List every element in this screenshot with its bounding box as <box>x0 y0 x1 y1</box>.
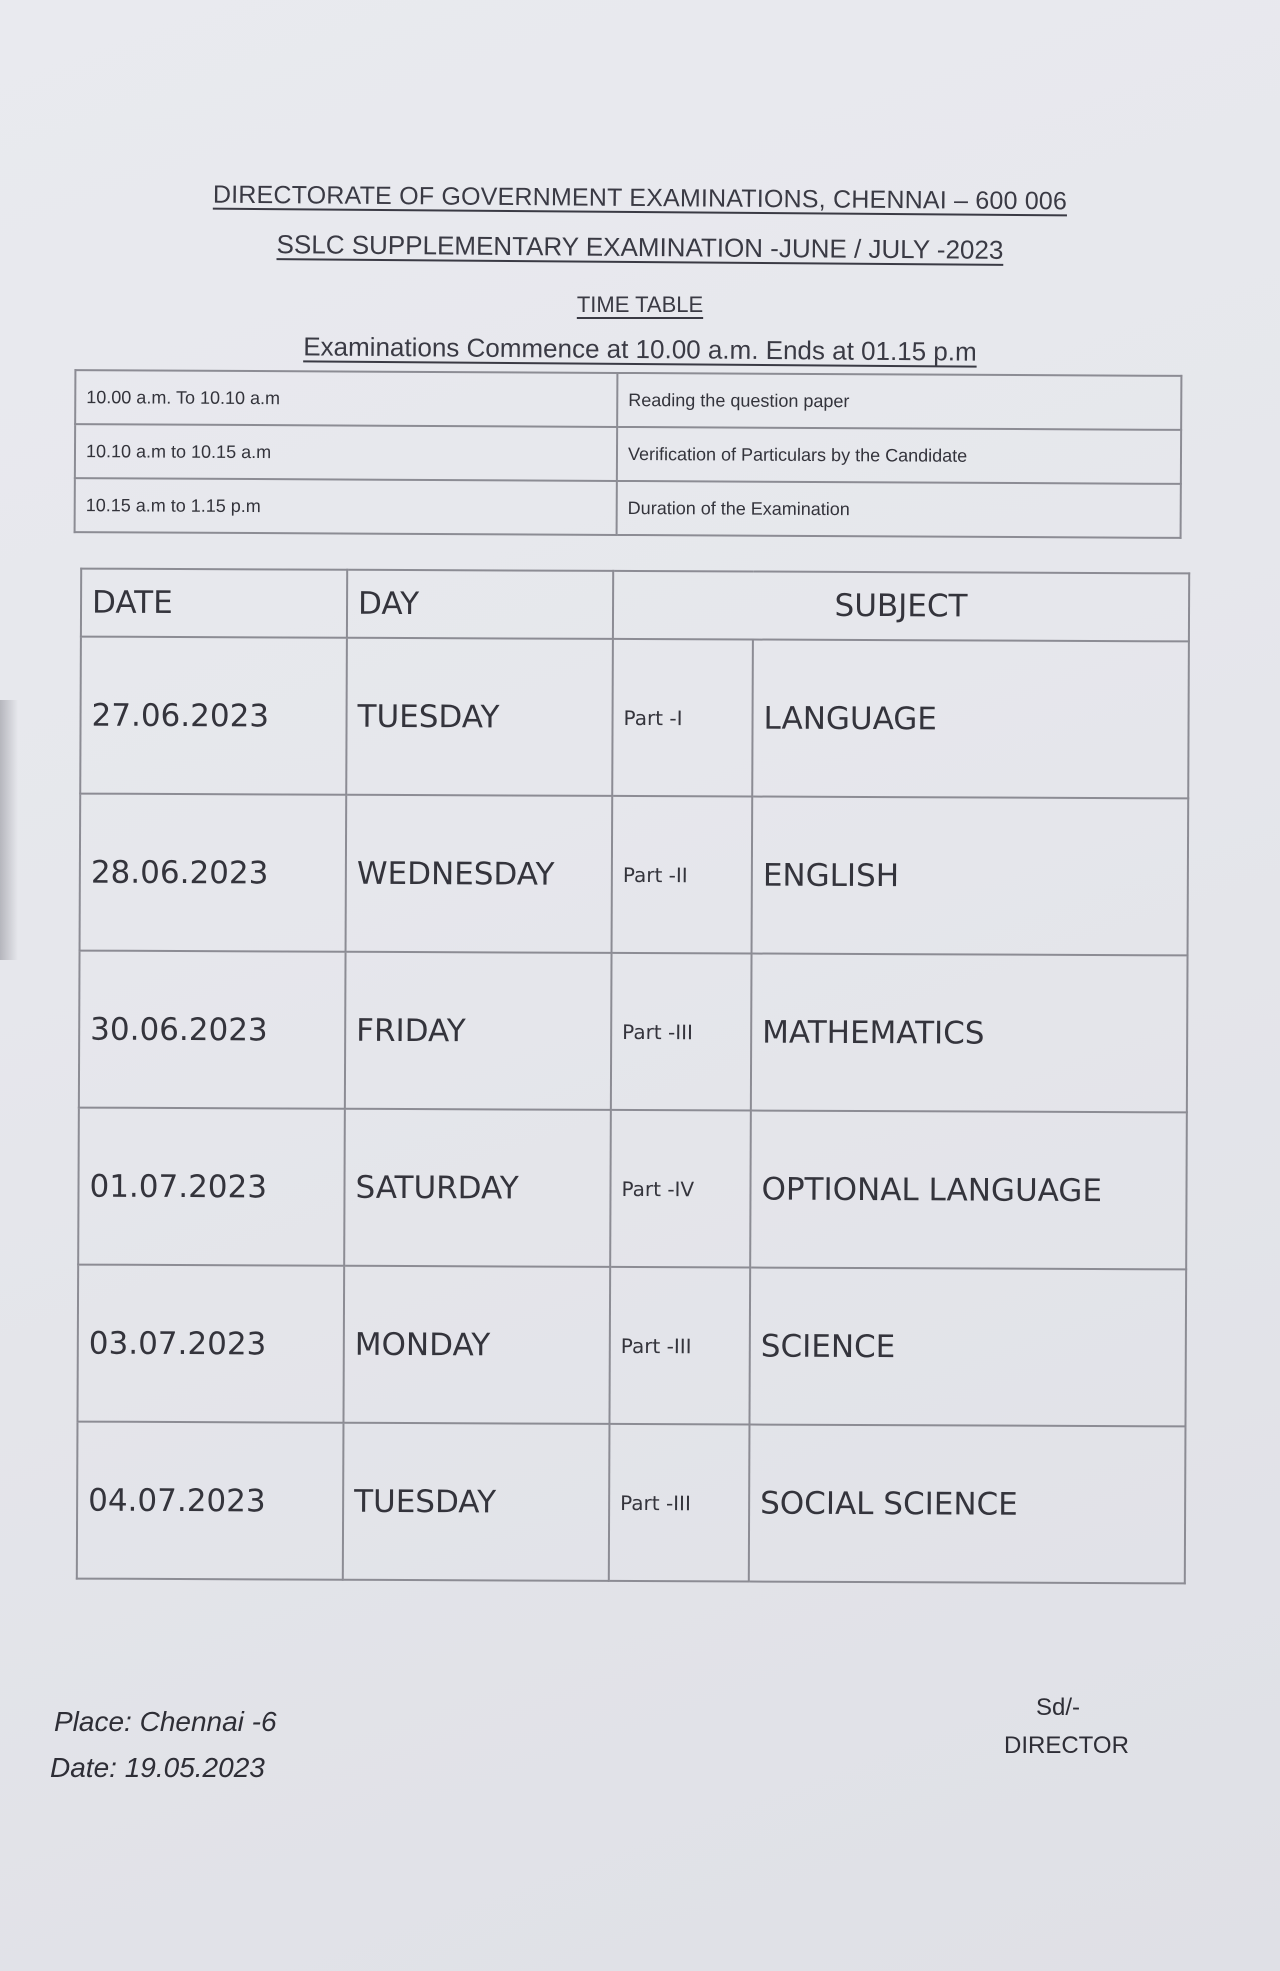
exam-date: 03.07.2023 <box>77 1265 344 1423</box>
exam-part: Part -II <box>612 796 753 954</box>
exam-subject: LANGUAGE <box>752 640 1189 799</box>
schedule-table <box>76 568 1190 1585</box>
header-time-table: TIME TABLE <box>576 292 704 317</box>
timing-time: 10.10 a.m to 10.15 a.m <box>75 424 617 481</box>
exam-subject: ENGLISH <box>752 797 1189 956</box>
exam-date: 28.06.2023 <box>80 794 347 952</box>
exam-date: 01.07.2023 <box>78 1108 345 1266</box>
header-directorate: DIRECTORATE OF GOVERNMENT EXAMINATIONS, CHENNAI – 600 006 <box>212 180 1068 216</box>
header-day: DAY <box>347 570 613 639</box>
table-row <box>78 1108 1187 1270</box>
exam-part: Part -III <box>609 1424 750 1582</box>
header-exam-title: SSLC SUPPLEMENTARY EXAMINATION -JUNE / JULY -2023 <box>276 229 1004 265</box>
timing-table <box>74 369 1183 539</box>
exam-subject: SOCIAL SCIENCE <box>749 1425 1186 1584</box>
timing-activity: Verification of Particulars by the Candidate <box>617 427 1181 484</box>
timing-row <box>75 370 1181 430</box>
schedule-header-row <box>81 569 1189 642</box>
exam-date: 27.06.2023 <box>80 637 347 795</box>
header-subject: SUBJECT <box>613 571 1189 642</box>
timing-time: 10.00 a.m. To 10.10 a.m <box>75 370 617 427</box>
exam-part: Part -III <box>611 953 752 1111</box>
exam-day: TUESDAY <box>343 1423 610 1581</box>
exam-day: MONDAY <box>343 1266 610 1424</box>
footer-signed: Sd/- <box>1036 1694 1081 1721</box>
exam-day: WEDNESDAY <box>346 795 613 953</box>
footer-date: Date: 19.05.2023 <box>50 1752 265 1783</box>
timing-row <box>75 424 1181 484</box>
exam-subject: SCIENCE <box>749 1268 1186 1427</box>
table-row <box>77 1422 1186 1584</box>
exam-day: TUESDAY <box>346 638 613 796</box>
page-shadow <box>0 700 18 960</box>
table-row <box>79 951 1188 1113</box>
header-date: DATE <box>81 569 347 638</box>
exam-part: Part -IV <box>610 1110 751 1268</box>
table-row <box>80 637 1189 799</box>
exam-date: 30.06.2023 <box>79 951 346 1109</box>
exam-date: 04.07.2023 <box>77 1422 344 1580</box>
exam-subject: OPTIONAL LANGUAGE <box>750 1111 1187 1270</box>
timing-row <box>75 478 1181 538</box>
exam-day: FRIDAY <box>345 952 612 1110</box>
timing-time: 10.15 a.m to 1.15 p.m <box>75 478 617 535</box>
exam-subject: MATHEMATICS <box>751 954 1188 1113</box>
footer-signatory: DIRECTOR <box>1004 1732 1129 1759</box>
timing-activity: Reading the question paper <box>617 373 1181 430</box>
exam-part: Part -III <box>609 1267 750 1425</box>
header-exam-timing: Examinations Commence at 10.00 a.m. Ends at 01.15 p.m <box>303 331 977 367</box>
timing-activity: Duration of the Examination <box>617 481 1181 538</box>
table-row <box>77 1265 1186 1427</box>
exam-day: SATURDAY <box>344 1109 611 1267</box>
footer-place: Place: Chennai -6 <box>54 1706 277 1737</box>
exam-part: Part -I <box>612 639 753 797</box>
table-row <box>80 794 1189 956</box>
